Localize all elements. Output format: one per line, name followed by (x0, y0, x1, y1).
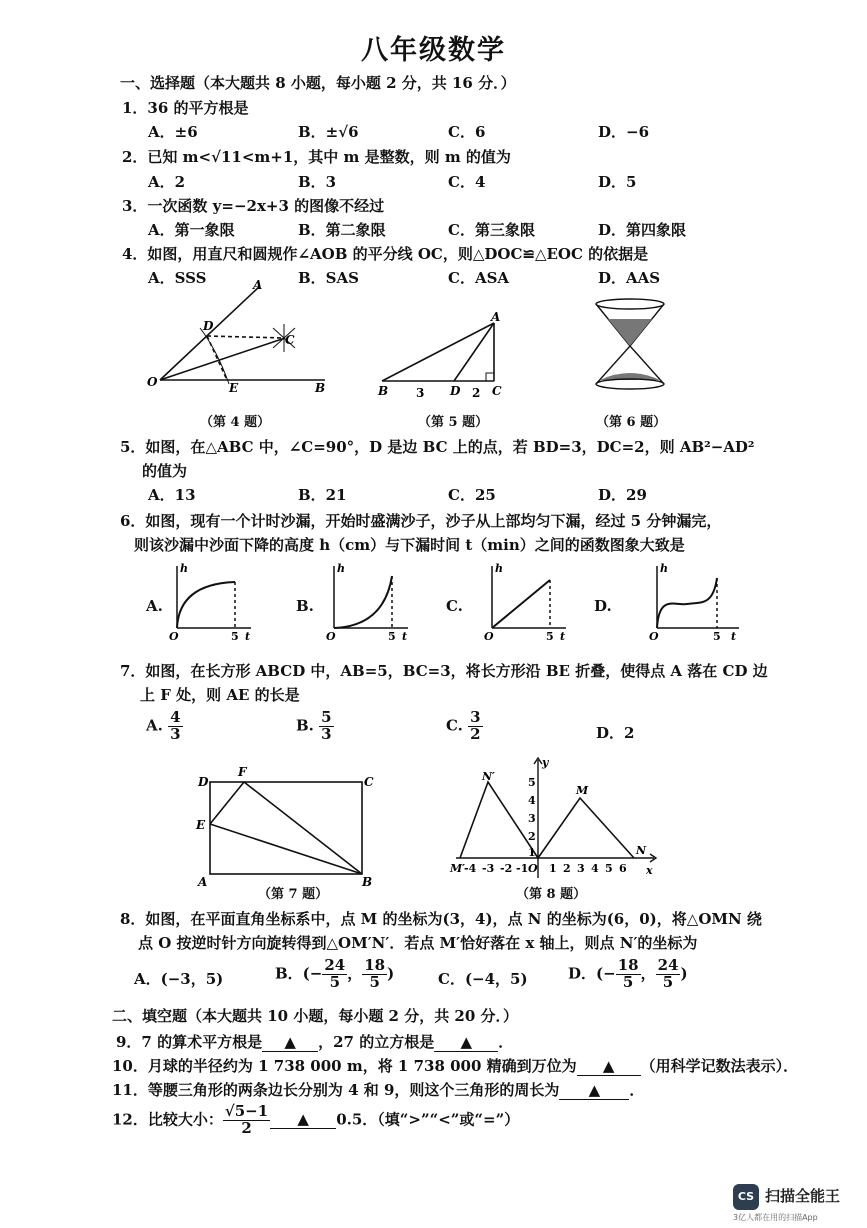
q6c-origin: O (484, 630, 494, 643)
q7-stem-cont: 上 F 处，则 AE 的长是 (140, 686, 300, 704)
q7-option-c (446, 710, 483, 743)
scanner-app-name: 扫描全能王 (765, 1187, 841, 1205)
q5-stem: 5．如图，在△ABC 中，∠C=90°，D 是边 BC 上的点，若 BD=3，DC=2，则 AB²−AD² (120, 438, 755, 456)
q8-d-x-numerator: 18 (617, 956, 639, 974)
q8-option-b: B．(− $\frac{24}{5}$ ， $\frac{18}{5}$ ) (275, 956, 395, 991)
section-1-heading: 一、选择题（本大题共 8 小题，每小题 2 分，共 16 分．） (120, 74, 516, 92)
scanner-slogan: 3亿人都在用的扫描App (733, 1213, 818, 1222)
q6b-axis-t: t (402, 630, 408, 643)
fig4-label-a: A (253, 280, 263, 292)
fig8-label-mprime: M′ (450, 862, 466, 875)
q6-stem: 6．如图，现有一个计时沙漏，开始时盛满沙子，沙子从上部均匀下漏，经过 5 分钟漏完， (120, 512, 722, 530)
q5-option-b: B．21 (298, 486, 347, 504)
figure-6-caption: （第 6 题） (596, 415, 667, 430)
q7-option-a-label: A. (146, 716, 163, 735)
q6c-axis-t: t (560, 630, 566, 643)
fig7-label-e: E (196, 818, 206, 832)
fig8-xtick: -1 (516, 862, 529, 875)
q1-option-c: C．6 (448, 123, 486, 141)
q4-option-a: A．SSS (148, 269, 207, 287)
q9-text-3: ． (498, 1033, 514, 1051)
q6b-axis-h: h (337, 562, 345, 575)
q6-graph-d (645, 562, 745, 644)
q6-option-b: B. (296, 597, 314, 615)
q6d-axis-h: h (660, 562, 668, 575)
fig8-xtick: -3 (482, 862, 495, 875)
fig8-xtick: 5 (605, 862, 613, 875)
q1-option-a: A．±6 (148, 123, 198, 141)
q1-stem: 1．36 的平方根是 (122, 99, 249, 117)
q2-stem: 2．已知 m<√11<m+1，其中 m 是整数，则 m 的值为 (122, 148, 511, 166)
q4-option-d: D．AAS (598, 269, 661, 287)
q9-text-2: ，27 的立方根是 (318, 1033, 435, 1051)
q5-stem-cont: 的值为 (142, 462, 188, 480)
q9 (116, 1031, 513, 1052)
q2-option-a: A．2 (148, 173, 186, 191)
q7-c-numerator: 3 (470, 708, 481, 726)
q1-option-d: D．−6 (598, 123, 650, 141)
q8-d-x-denominator: 5 (622, 972, 634, 991)
q3-option-c: C．第三象限 (448, 221, 535, 239)
fig7-label-b: B (362, 875, 373, 889)
q7-stem: 7．如图，在长方形 ABCD 中，AB=5，BC=3，将长方形沿 BE 折叠，使得点 A 落在 CD 边 (120, 662, 768, 680)
section-2-heading: 二、填空题（本大题共 10 小题，每小题 2 分，共 20 分．） (112, 1007, 519, 1025)
fig4-label-c: C (285, 333, 295, 347)
figure-8-caption: （第 8 题） (516, 887, 587, 902)
q8-b-prefix: B．(− (275, 964, 323, 983)
q12-blank[interactable]: ▲ (270, 1110, 336, 1129)
q1-option-b: B．±√6 (298, 123, 359, 141)
q11-text-2: ． (629, 1081, 645, 1099)
q8-d-prefix: D．(− (568, 964, 616, 983)
q3-stem: 3．一次函数 y=−2x+3 的图像不经过 (122, 197, 385, 215)
fig8-axis-y: y (542, 756, 549, 769)
q2-option-d: D．5 (598, 173, 637, 191)
q6d-axis-t: t (731, 630, 737, 643)
q10-text-2: （用科学记数法表示）． (640, 1057, 799, 1075)
q6a-axis-t: t (245, 630, 251, 643)
q4-option-c: C．ASA (448, 269, 510, 287)
q7-b-denominator: 3 (321, 724, 332, 743)
q7-c-denominator: 2 (470, 724, 481, 743)
fig8-xtick: -4 (464, 862, 477, 875)
q6a-axis-h: h (180, 562, 188, 575)
fig8-label-n: N (636, 844, 647, 857)
q12 (112, 1104, 519, 1137)
fig8-xtick: 4 (591, 862, 599, 875)
figure-6-hourglass (590, 296, 670, 396)
fig8-xtick: 6 (619, 862, 627, 875)
q6d-tick-5: 5 (713, 630, 721, 643)
scanner-logo-icon: CS (733, 1184, 759, 1210)
q6c-tick-5: 5 (546, 630, 554, 643)
q8-d-y-denominator: 5 (662, 972, 674, 991)
q6-option-c: C. (446, 597, 463, 615)
fig5-label-b: B (378, 384, 389, 398)
q6-stem-cont: 则该沙漏中沙面下降的高度 h（cm）与下漏时间 t（min）之间的函数图象大致是 (134, 536, 685, 554)
figure-5-caption: （第 5 题） (418, 415, 489, 430)
q5-option-d: D．29 (598, 486, 647, 504)
fig7-label-d: D (198, 775, 209, 789)
q8-b-x-denominator: 5 (329, 972, 341, 991)
q7-a-numerator: 4 (170, 708, 181, 726)
q3-option-a: A．第一象限 (148, 221, 235, 239)
q2-option-c: C．4 (448, 173, 486, 191)
q9-blank-1[interactable]: ▲ (262, 1033, 318, 1052)
fig4-label-b: B (315, 381, 326, 395)
q8-option-c: C．(−4，5) (438, 970, 528, 988)
q8-stem: 8．如图，在平面直角坐标系中，点 M 的坐标为(3，4)，点 N 的坐标为(6，0)，将△OMN 绕 (120, 910, 762, 928)
fig4-label-e: E (229, 381, 239, 395)
figure-5-right-triangle (370, 305, 515, 400)
q4-option-b: B．SAS (298, 269, 359, 287)
figure-4-angle-bisector (145, 280, 335, 395)
fig8-label-nprime: N′ (482, 770, 495, 783)
q7-option-b-label: B. (296, 716, 314, 735)
q8-b-y-numerator: 18 (364, 956, 386, 974)
q6b-origin: O (326, 630, 336, 643)
q10-text-1: 10．月球的半径约为 1 738 000 m，将 1 738 000 精确到万位为 (112, 1057, 577, 1075)
fig8-ytick: 3 (528, 812, 536, 825)
fig4-label-o: O (147, 375, 158, 389)
fig8-label-origin: O (528, 862, 538, 875)
fig7-label-f: F (238, 765, 247, 779)
q11-blank[interactable]: ▲ (559, 1081, 629, 1100)
q3-option-d: D．第四象限 (598, 221, 687, 239)
fig5-label-c: C (492, 384, 502, 398)
q6b-tick-5: 5 (388, 630, 396, 643)
q12-text-2: 0.5．（填“>”“<”或“=”） (336, 1110, 520, 1129)
q12-text-1: 12．比较大小： (112, 1110, 223, 1129)
q5-option-c: C．25 (448, 486, 496, 504)
q2-option-b: B．3 (298, 173, 337, 191)
fig8-label-m: M (576, 784, 589, 797)
figure-4-caption: （第 4 题） (200, 415, 271, 430)
fig8-xtick: -2 (500, 862, 513, 875)
q12-denominator: 2 (241, 1118, 252, 1137)
fig5-length-dc: 2 (472, 386, 481, 400)
q8-d-y-numerator: 24 (657, 956, 679, 974)
q8-option-d: D．(− $\frac{18}{5}$ ， $\frac{24}{5}$ ) (568, 956, 688, 991)
fig8-axis-x: x (646, 864, 653, 877)
fig5-label-a: A (491, 310, 501, 324)
q6d-origin: O (649, 630, 659, 643)
fig4-label-d: D (203, 319, 214, 333)
fig8-xtick: 3 (577, 862, 585, 875)
q6-option-a: A. (146, 597, 163, 615)
q7-option-b (296, 710, 334, 743)
q6a-origin: O (169, 630, 179, 643)
fig8-xtick: 1 (549, 862, 557, 875)
q6-graph-c (480, 562, 570, 644)
fig8-ytick: 2 (528, 830, 536, 843)
q8-b-x-numerator: 24 (324, 956, 346, 974)
q4-stem: 4．如图，用直尺和圆规作∠AOB 的平分线 OC，则△DOC≌△EOC 的依据是 (122, 245, 649, 263)
scanner-watermark (733, 1180, 853, 1220)
fig8-xtick: 2 (563, 862, 571, 875)
fig8-ytick: 5 (528, 776, 536, 789)
q7-option-a (146, 710, 183, 743)
q7-b-numerator: 5 (321, 708, 332, 726)
figure-8-coordinate-plane (448, 752, 668, 884)
q6-graph-a (165, 562, 255, 644)
q6-graph-b (322, 562, 412, 644)
q10-blank[interactable]: ▲ (577, 1057, 641, 1076)
q8-option-a: A．(−3，5) (134, 970, 224, 988)
q3-option-b: B．第二象限 (298, 221, 386, 239)
fig5-length-bd: 3 (416, 386, 425, 400)
fig5-label-d: D (450, 384, 461, 398)
q11 (112, 1079, 644, 1100)
fig7-label-c: C (364, 775, 374, 789)
q7-a-denominator: 3 (170, 724, 181, 743)
q8-b-y-denominator: 5 (369, 972, 380, 991)
q7-option-d: D．2 (596, 724, 635, 742)
fig7-label-a: A (198, 875, 208, 889)
q12-numerator: √5−1 (224, 1102, 269, 1120)
q5-option-a: A．13 (148, 486, 196, 504)
q10 (112, 1055, 798, 1076)
q8-stem-cont: 点 O 按逆时针方向旋转得到△OM′N′．若点 M′恰好落在 x 轴上，则点 N′的坐标为 (138, 934, 698, 952)
figure-7-caption: （第 7 题） (258, 887, 329, 902)
fig8-ytick: 4 (528, 794, 536, 807)
q6a-tick-5: 5 (231, 630, 239, 643)
q6c-axis-h: h (495, 562, 503, 575)
page-title: 八年级数学 (361, 35, 506, 66)
q9-blank-2[interactable]: ▲ (434, 1033, 498, 1052)
figure-7-folded-rectangle (192, 764, 382, 890)
q6-option-d: D. (594, 597, 612, 615)
fig8-ytick: 1 (528, 846, 536, 859)
q11-text-1: 11．等腰三角形的两条边长分别为 4 和 9，则这个三角形的周长为 (112, 1081, 560, 1099)
q7-option-c-label: C. (446, 716, 463, 735)
q9-text-1: 9．7 的算术平方根是 (116, 1033, 263, 1051)
